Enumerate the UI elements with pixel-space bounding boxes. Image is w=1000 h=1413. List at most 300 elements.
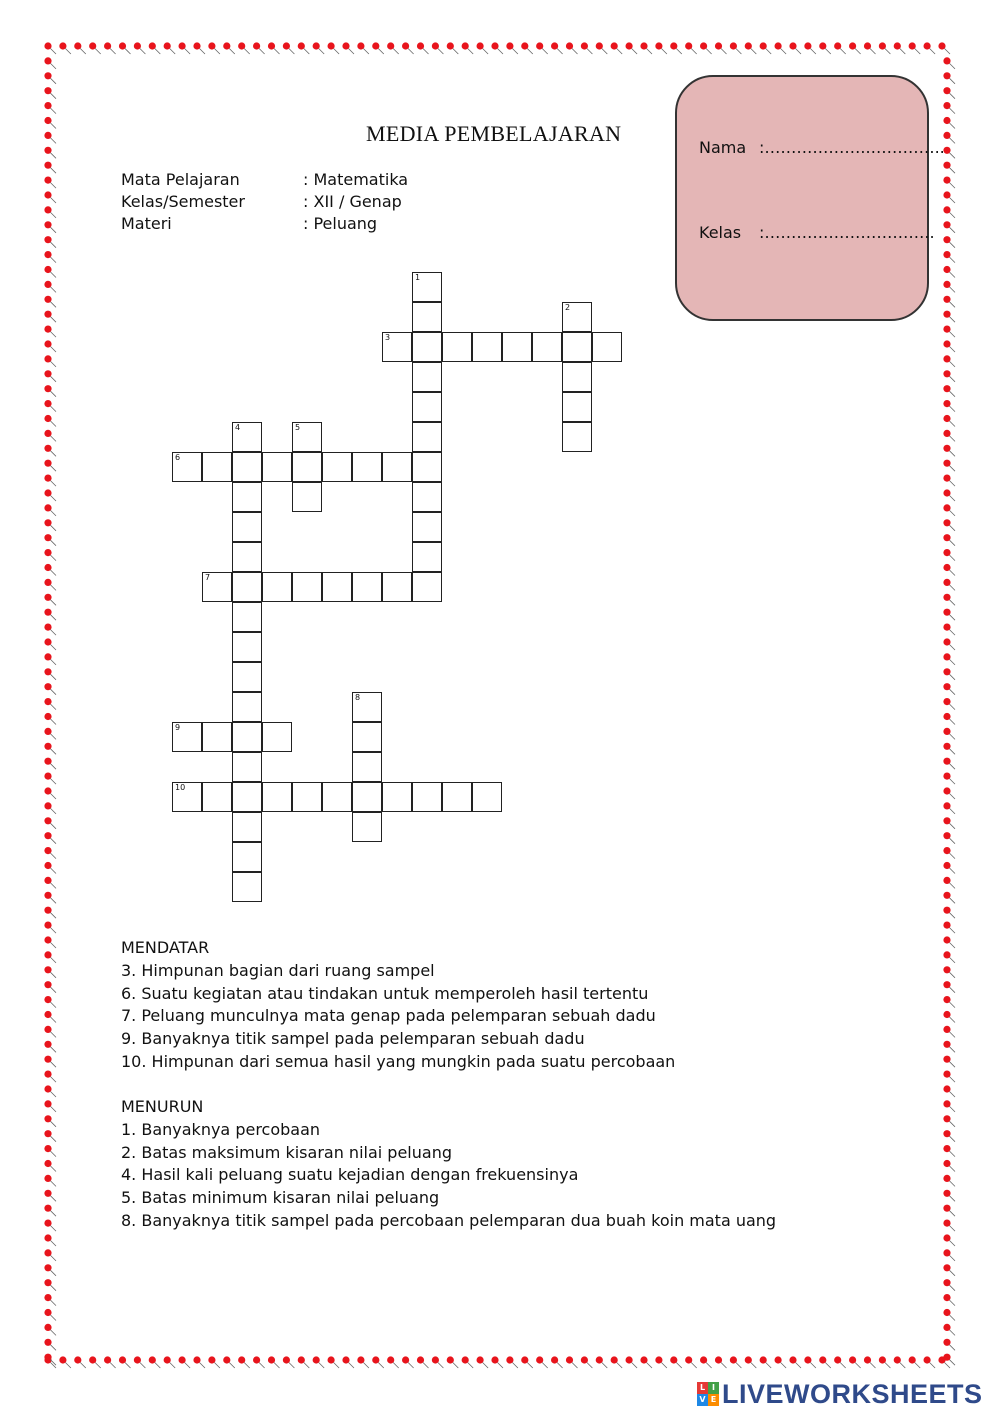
- border-dot: [596, 1356, 608, 1368]
- border-dot: [298, 42, 310, 54]
- border-dot: [943, 907, 955, 919]
- border-dot: [44, 936, 56, 948]
- border-dot: [943, 877, 955, 889]
- border-dot: [943, 549, 955, 561]
- border-dot: [44, 445, 56, 457]
- border-dot: [943, 281, 955, 293]
- logo-letter: V: [697, 1394, 708, 1406]
- crossword-cell[interactable]: [352, 572, 382, 602]
- crossword-cell[interactable]: [292, 572, 322, 602]
- crossword-cell[interactable]: [382, 332, 412, 362]
- border-dot: [943, 966, 955, 978]
- border-dot: [943, 728, 955, 740]
- border-dot: [566, 42, 578, 54]
- border-dot: [149, 42, 161, 54]
- border-dot: [804, 1356, 816, 1368]
- border-dot: [943, 892, 955, 904]
- border-dot: [715, 1356, 727, 1368]
- border-dot: [44, 773, 56, 785]
- border-dot: [943, 802, 955, 814]
- border-dot: [44, 266, 56, 278]
- border-dot: [943, 445, 955, 457]
- clue-number: 10: [175, 783, 186, 792]
- student-info-box: [675, 75, 945, 321]
- border-dot: [943, 653, 955, 665]
- crossword-cell[interactable]: [412, 572, 442, 602]
- border-dot: [924, 42, 936, 54]
- border-dot: [943, 117, 955, 129]
- crossword-cell[interactable]: [562, 392, 592, 422]
- border-dot: [119, 1356, 131, 1368]
- border-dot: [44, 981, 56, 993]
- border-dot: [943, 266, 955, 278]
- border-dot: [462, 1356, 474, 1368]
- border-dot: [44, 519, 56, 531]
- border-dot: [943, 1160, 955, 1172]
- crossword-cell[interactable]: [232, 842, 262, 872]
- border-dot: [44, 951, 56, 963]
- crossword-cell[interactable]: [232, 662, 262, 692]
- name-row[interactable]: [699, 138, 945, 157]
- border-dot: [342, 42, 354, 54]
- meta-label: Kelas/Semester: [121, 192, 245, 211]
- border-dot: [44, 370, 56, 382]
- border-dot: [536, 42, 548, 54]
- class-row[interactable]: [699, 223, 935, 242]
- crossword-cell[interactable]: [412, 392, 442, 422]
- crossword-cell[interactable]: [292, 422, 322, 452]
- crossword-cell[interactable]: [232, 602, 262, 632]
- meta-value: : Peluang: [303, 214, 378, 233]
- border-dot: [943, 460, 955, 472]
- clue-number: 6: [175, 453, 181, 462]
- clue-down: 8. Banyaknya titik sampel pada percobaan pelemparan dua buah koin mata uang: [121, 1210, 777, 1230]
- border-dot: [943, 504, 955, 516]
- crossword-cell[interactable]: [232, 512, 262, 542]
- border-dot: [223, 1356, 235, 1368]
- border-dot: [943, 1175, 955, 1187]
- border-dot: [208, 1356, 220, 1368]
- crossword-cell[interactable]: [562, 422, 592, 452]
- border-dot: [864, 1356, 876, 1368]
- border-dot: [943, 951, 955, 963]
- crossword-cell[interactable]: [412, 542, 442, 572]
- border-dot: [789, 1356, 801, 1368]
- crossword-cell[interactable]: [232, 872, 262, 902]
- border-dot: [943, 311, 955, 323]
- border-dot: [943, 1339, 955, 1351]
- border-dot: [44, 87, 56, 99]
- border-dot: [44, 713, 56, 725]
- crossword-cell[interactable]: [412, 782, 442, 812]
- crossword-cell[interactable]: [292, 482, 322, 512]
- crossword-cell[interactable]: [232, 692, 262, 722]
- clue-number: 8: [355, 693, 361, 702]
- border-dot: [313, 1356, 325, 1368]
- crossword-cell[interactable]: [382, 452, 412, 482]
- border-dot: [223, 42, 235, 54]
- border-dot: [685, 1356, 697, 1368]
- across-clues: [121, 937, 675, 1074]
- border-dot: [44, 489, 56, 501]
- clue-across: 3. Himpunan bagian dari ruang sampel: [121, 960, 435, 980]
- border-dot: [730, 42, 742, 54]
- class-field[interactable]: :…………………………..: [759, 223, 935, 242]
- border-dot: [44, 1324, 56, 1336]
- border-dot: [44, 415, 56, 427]
- crossword-cell[interactable]: [232, 782, 262, 812]
- name-field[interactable]: :………………..…………..: [759, 138, 945, 157]
- border-dot: [44, 147, 56, 159]
- crossword-cell[interactable]: [172, 782, 202, 812]
- border-dot: [551, 42, 563, 54]
- border-dot: [879, 1356, 891, 1368]
- crossword-cell[interactable]: [352, 722, 382, 752]
- crossword-cell[interactable]: [172, 452, 202, 482]
- border-dot: [611, 42, 623, 54]
- border-dot: [943, 773, 955, 785]
- border-dot: [44, 743, 56, 755]
- clue-number: 7: [205, 573, 211, 582]
- border-dot: [943, 758, 955, 770]
- border-dot: [943, 787, 955, 799]
- crossword-cell[interactable]: [562, 362, 592, 392]
- crossword-cell[interactable]: [232, 482, 262, 512]
- border-dot: [491, 42, 503, 54]
- border-dot: [44, 877, 56, 889]
- crossword-cell[interactable]: [472, 332, 502, 362]
- border-dot: [44, 698, 56, 710]
- border-dot: [943, 191, 955, 203]
- border-dot: [943, 72, 955, 84]
- liveworksheets-logo: [697, 1379, 983, 1409]
- border-dot: [943, 132, 955, 144]
- crossword-cell[interactable]: [262, 722, 292, 752]
- border-dot: [849, 1356, 861, 1368]
- border-dot: [44, 728, 56, 740]
- border-dot: [238, 1356, 250, 1368]
- crossword-cell[interactable]: [352, 812, 382, 842]
- border-dot: [44, 1011, 56, 1023]
- border-dot: [44, 1160, 56, 1172]
- border-dot: [417, 42, 429, 54]
- border-dot: [44, 326, 56, 338]
- border-dot: [44, 102, 56, 114]
- border-dot: [943, 594, 955, 606]
- border-dot: [44, 340, 56, 352]
- border-dot: [943, 1220, 955, 1232]
- border-dot: [819, 1356, 831, 1368]
- border-dot: [943, 1041, 955, 1053]
- border-dot: [640, 1356, 652, 1368]
- border-dot: [44, 1309, 56, 1321]
- border-dot: [943, 355, 955, 367]
- border-dot: [44, 504, 56, 516]
- border-dot: [670, 1356, 682, 1368]
- crossword-cell[interactable]: [232, 452, 262, 482]
- crossword-cell[interactable]: [202, 572, 232, 602]
- border-dot: [44, 430, 56, 442]
- border-dot: [44, 1100, 56, 1112]
- border-dot: [342, 1356, 354, 1368]
- border-dot: [372, 42, 384, 54]
- border-dot: [626, 1356, 638, 1368]
- border-dot: [670, 42, 682, 54]
- crossword-cell[interactable]: [412, 512, 442, 542]
- border-dot: [44, 907, 56, 919]
- border-dot: [879, 42, 891, 54]
- border-dot: [44, 683, 56, 695]
- border-dot: [44, 221, 56, 233]
- crossword-cell[interactable]: [202, 782, 232, 812]
- border-dot: [943, 1205, 955, 1217]
- border-dot: [943, 1324, 955, 1336]
- border-dot: [387, 1356, 399, 1368]
- border-dot: [44, 1339, 56, 1351]
- border-dot: [655, 42, 667, 54]
- border-dot: [44, 609, 56, 621]
- crossword-cell[interactable]: [352, 782, 382, 812]
- crossword-cell[interactable]: [472, 782, 502, 812]
- crossword-cell[interactable]: [442, 332, 472, 362]
- crossword-cell[interactable]: [352, 452, 382, 482]
- border-dot: [298, 1356, 310, 1368]
- border-dot: [328, 42, 340, 54]
- border-dot: [357, 42, 369, 54]
- border-dot: [44, 594, 56, 606]
- border-dot: [44, 1085, 56, 1097]
- border-dot: [74, 1356, 86, 1368]
- crossword-cell[interactable]: [172, 722, 202, 752]
- border-dot: [44, 847, 56, 859]
- crossword-cell[interactable]: [292, 452, 322, 482]
- border-dot: [89, 1356, 101, 1368]
- across-heading: MENDATAR: [121, 938, 210, 957]
- crossword-cell[interactable]: [262, 782, 292, 812]
- border-dot: [44, 1130, 56, 1142]
- border-dot: [943, 1234, 955, 1246]
- crossword-cell[interactable]: [232, 632, 262, 662]
- border-dot: [59, 1356, 71, 1368]
- border-dot: [943, 147, 955, 159]
- crossword-cell[interactable]: [232, 542, 262, 572]
- crossword-cell[interactable]: [232, 722, 262, 752]
- border-dot: [894, 42, 906, 54]
- border-dot: [943, 609, 955, 621]
- border-dot: [943, 340, 955, 352]
- border-dot: [849, 42, 861, 54]
- border-dot: [44, 817, 56, 829]
- border-dot: [943, 1100, 955, 1112]
- border-dot: [44, 922, 56, 934]
- crossword-cell[interactable]: [232, 572, 262, 602]
- crossword-cell[interactable]: [412, 302, 442, 332]
- border-dot: [506, 1356, 518, 1368]
- border-dot: [328, 1356, 340, 1368]
- border-dot: [44, 787, 56, 799]
- border-dot: [44, 802, 56, 814]
- border-dot: [283, 1356, 295, 1368]
- border-dot: [134, 1356, 146, 1368]
- border-dot: [44, 1190, 56, 1202]
- crossword-cell[interactable]: [562, 302, 592, 332]
- border-dot: [943, 981, 955, 993]
- crossword-cell[interactable]: [202, 452, 232, 482]
- border-dot: [943, 832, 955, 844]
- border-dot: [943, 57, 955, 69]
- border-dot: [491, 1356, 503, 1368]
- border-dot: [943, 326, 955, 338]
- border-dot: [44, 206, 56, 218]
- border-dot: [943, 817, 955, 829]
- border-dot: [44, 758, 56, 770]
- border-dot: [834, 1356, 846, 1368]
- clue-number: 5: [295, 423, 301, 432]
- border-dot: [943, 87, 955, 99]
- crossword-cell[interactable]: [322, 572, 352, 602]
- crossword-cell[interactable]: [292, 782, 322, 812]
- crossword-cell[interactable]: [382, 572, 412, 602]
- border-dot: [44, 1041, 56, 1053]
- crossword-cell[interactable]: [232, 422, 262, 452]
- crossword-cell[interactable]: [412, 452, 442, 482]
- border-dot: [44, 117, 56, 129]
- border-dot: [268, 1356, 280, 1368]
- border-dot: [924, 1356, 936, 1368]
- crossword-cell[interactable]: [262, 452, 292, 482]
- border-dot: [834, 42, 846, 54]
- border-dot: [909, 1356, 921, 1368]
- crossword-cell[interactable]: [412, 362, 442, 392]
- border-dot: [44, 132, 56, 144]
- border-dot: [943, 236, 955, 248]
- crossword-cell[interactable]: [262, 572, 292, 602]
- border-dot: [760, 1356, 772, 1368]
- crossword-cell[interactable]: [352, 752, 382, 782]
- border-dot: [387, 42, 399, 54]
- border-dot: [44, 1145, 56, 1157]
- border-dot: [804, 42, 816, 54]
- border-dot: [745, 1356, 757, 1368]
- border-dot: [611, 1356, 623, 1368]
- clue-across: 10. Himpunan dari semua hasil yang mungkin pada suatu percobaan: [121, 1051, 676, 1071]
- class-label: Kelas: [699, 223, 742, 242]
- border-dot: [44, 251, 56, 263]
- border-dot: [44, 1234, 56, 1246]
- border-dot: [943, 519, 955, 531]
- crossword-cell[interactable]: [232, 812, 262, 842]
- border-dot: [447, 1356, 459, 1368]
- border-dot: [943, 1279, 955, 1291]
- border-dot: [149, 1356, 161, 1368]
- crossword-cell[interactable]: [382, 782, 412, 812]
- crossword-cell[interactable]: [412, 482, 442, 512]
- crossword-cell[interactable]: [322, 452, 352, 482]
- border-dot: [943, 922, 955, 934]
- border-dot: [193, 42, 205, 54]
- border-dot: [268, 42, 280, 54]
- border-dot: [44, 191, 56, 203]
- border-dot: [685, 42, 697, 54]
- clue-down: 2. Batas maksimum kisaran nilai peluang: [121, 1142, 452, 1162]
- crossword-cell[interactable]: [592, 332, 622, 362]
- border-dot: [104, 42, 116, 54]
- border-dot: [943, 1011, 955, 1023]
- border-dot: [59, 42, 71, 54]
- border-dot: [943, 743, 955, 755]
- crossword-cell[interactable]: [202, 722, 232, 752]
- border-dot: [44, 653, 56, 665]
- border-dot: [700, 42, 712, 54]
- crossword-cell[interactable]: [412, 422, 442, 452]
- border-dot: [943, 1071, 955, 1083]
- border-dot: [44, 1249, 56, 1261]
- border-dot: [44, 177, 56, 189]
- clue-across: 6. Suatu kegiatan atau tindakan untuk memperoleh hasil tertentu: [121, 983, 649, 1003]
- border-dot: [44, 236, 56, 248]
- crossword-cell[interactable]: [322, 782, 352, 812]
- border-dot: [44, 534, 56, 546]
- border-dot: [943, 638, 955, 650]
- clue-down: 1. Banyaknya percobaan: [121, 1119, 321, 1139]
- border-dot: [193, 1356, 205, 1368]
- border-dot: [551, 1356, 563, 1368]
- border-dot: [775, 1356, 787, 1368]
- border-dot: [44, 281, 56, 293]
- border-dot: [943, 415, 955, 427]
- border-dot: [44, 400, 56, 412]
- border-dot: [44, 1026, 56, 1038]
- border-dot: [909, 42, 921, 54]
- border-dot: [74, 42, 86, 54]
- crossword-cell[interactable]: [412, 272, 442, 302]
- crossword-cell[interactable]: [502, 332, 532, 362]
- border-dot: [943, 385, 955, 397]
- meta-value: : Matematika: [303, 170, 409, 189]
- border-dot: [44, 1056, 56, 1068]
- border-dot: [596, 42, 608, 54]
- crossword-cell[interactable]: [532, 332, 562, 362]
- border-dot: [943, 1249, 955, 1261]
- border-dot: [89, 42, 101, 54]
- border-dot: [626, 42, 638, 54]
- border-dot: [44, 549, 56, 561]
- border-dot: [402, 1356, 414, 1368]
- border-dot: [506, 42, 518, 54]
- border-dot: [943, 847, 955, 859]
- crossword-cell[interactable]: [562, 332, 592, 362]
- border-dot: [943, 162, 955, 174]
- border-dot: [179, 42, 191, 54]
- border-dot: [432, 42, 444, 54]
- border-dot: [943, 713, 955, 725]
- crossword-cell[interactable]: [232, 752, 262, 782]
- border-dot: [655, 1356, 667, 1368]
- border-dot: [134, 42, 146, 54]
- border-dot: [44, 892, 56, 904]
- crossword-cell[interactable]: [352, 692, 382, 722]
- clue-across: 9. Banyaknya titik sampel pada pelemparan sebuah dadu: [121, 1029, 585, 1049]
- border-dot: [208, 42, 220, 54]
- page-title: MEDIA PEMBELAJARAN: [366, 121, 622, 146]
- border-dot: [44, 668, 56, 680]
- crossword-cell[interactable]: [442, 782, 472, 812]
- crossword-cell[interactable]: [412, 332, 442, 362]
- logo-letter: I: [708, 1382, 719, 1394]
- logo-letter: L: [697, 1382, 708, 1394]
- clue-number: 2: [565, 303, 571, 312]
- border-dot: [943, 475, 955, 487]
